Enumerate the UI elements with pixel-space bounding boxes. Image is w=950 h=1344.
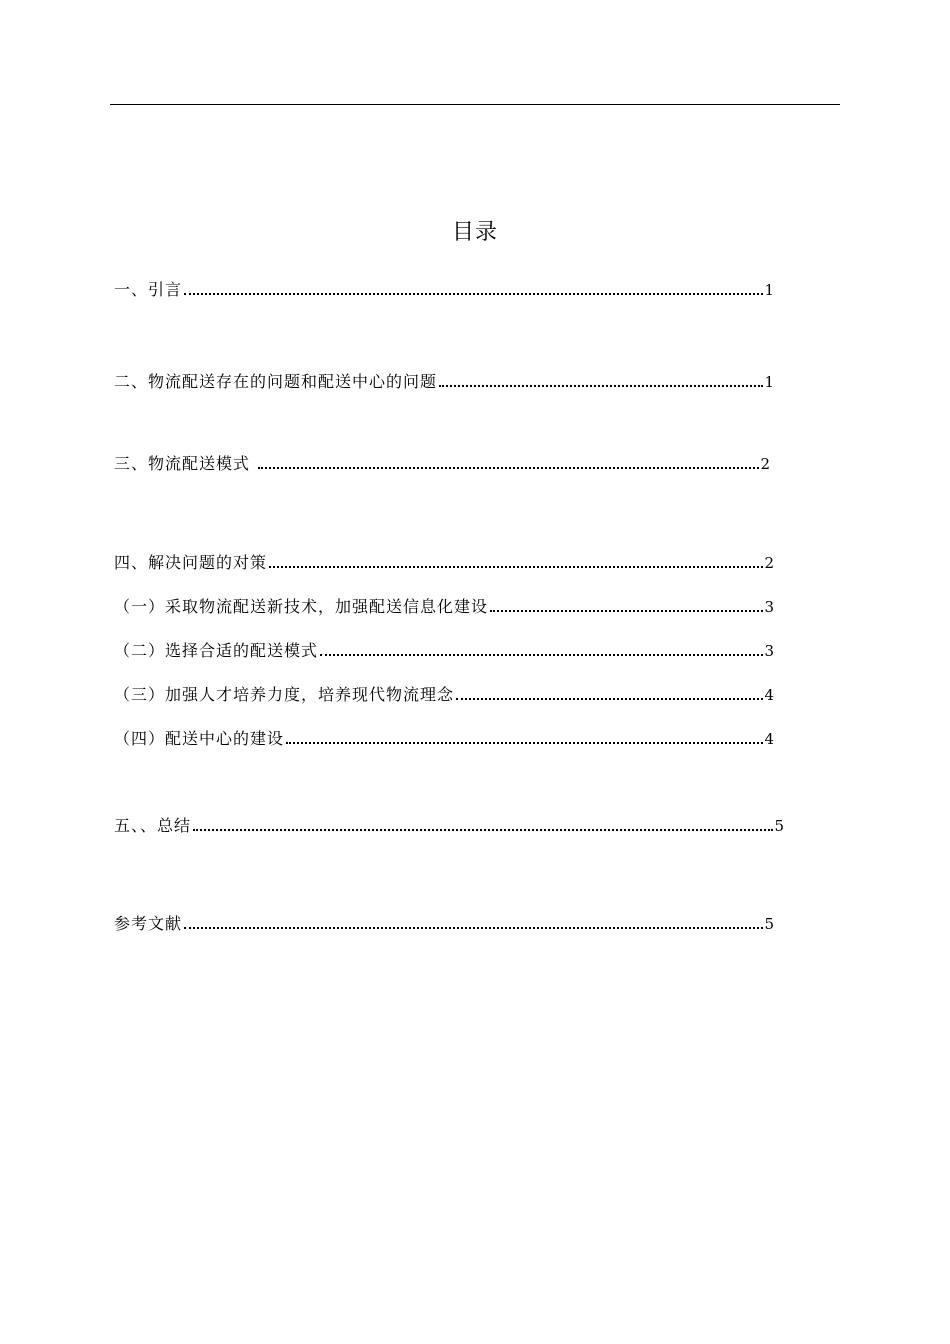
toc-page-number: 4 xyxy=(764,686,774,704)
toc-entry-label: 五、、总结 xyxy=(114,816,192,835)
toc-entry-label: （三）加强人才培养力度，培养现代物流理念 xyxy=(114,685,455,704)
toc-page-number: 5 xyxy=(774,817,784,835)
header-rule xyxy=(110,104,840,105)
toc-entry-summary[interactable] xyxy=(114,812,784,836)
toc-page-number: 3 xyxy=(764,598,774,616)
toc-entry-solution-3[interactable] xyxy=(114,681,774,705)
toc-dot-leader xyxy=(193,829,773,831)
toc-entry-label: （二）选择合适的配送模式 xyxy=(114,641,319,660)
toc-entry-label: 二、物流配送存在的问题和配送中心的问题 xyxy=(114,372,438,391)
toc-dot-leader xyxy=(490,610,763,612)
toc-page-number: 1 xyxy=(764,373,774,391)
toc-dot-leader xyxy=(184,293,763,295)
toc-entry-intro[interactable] xyxy=(114,276,774,300)
toc-dot-leader xyxy=(439,385,763,387)
toc-entry-label: 四、解决问题的对策 xyxy=(114,553,268,572)
toc-page-number: 1 xyxy=(764,281,774,299)
toc-page-number: 3 xyxy=(764,642,774,660)
toc-page-number: 2 xyxy=(764,554,774,572)
toc-entry-label: 参考文献 xyxy=(114,914,183,933)
toc-title: 目录 xyxy=(451,220,498,245)
toc-entry-solutions[interactable] xyxy=(114,549,774,573)
toc-dot-leader xyxy=(286,742,763,744)
toc-page-number: 4 xyxy=(764,730,774,748)
toc-dot-leader xyxy=(184,927,763,929)
toc-entry-solution-2[interactable] xyxy=(114,637,774,661)
toc-page-number: 5 xyxy=(764,915,774,933)
toc-entry-references[interactable] xyxy=(114,910,774,934)
toc-page-number: 2 xyxy=(760,455,770,473)
toc-entry-problems[interactable] xyxy=(114,368,774,392)
toc-entry-modes[interactable] xyxy=(114,450,770,474)
toc-dot-leader xyxy=(269,566,763,568)
toc-entry-label: （一）采取物流配送新技术，加强配送信息化建设 xyxy=(114,597,489,616)
toc-dot-leader xyxy=(258,467,759,469)
toc-entry-solution-4[interactable] xyxy=(114,725,774,749)
toc-dot-leader xyxy=(456,698,763,700)
toc-dot-leader xyxy=(320,654,763,656)
toc-entry-label: 三、物流配送模式 xyxy=(114,454,251,473)
toc-entry-solution-1[interactable] xyxy=(114,593,774,617)
toc-entry-label: 一、引言 xyxy=(114,280,183,299)
toc-entry-label: （四）配送中心的建设 xyxy=(114,729,285,748)
